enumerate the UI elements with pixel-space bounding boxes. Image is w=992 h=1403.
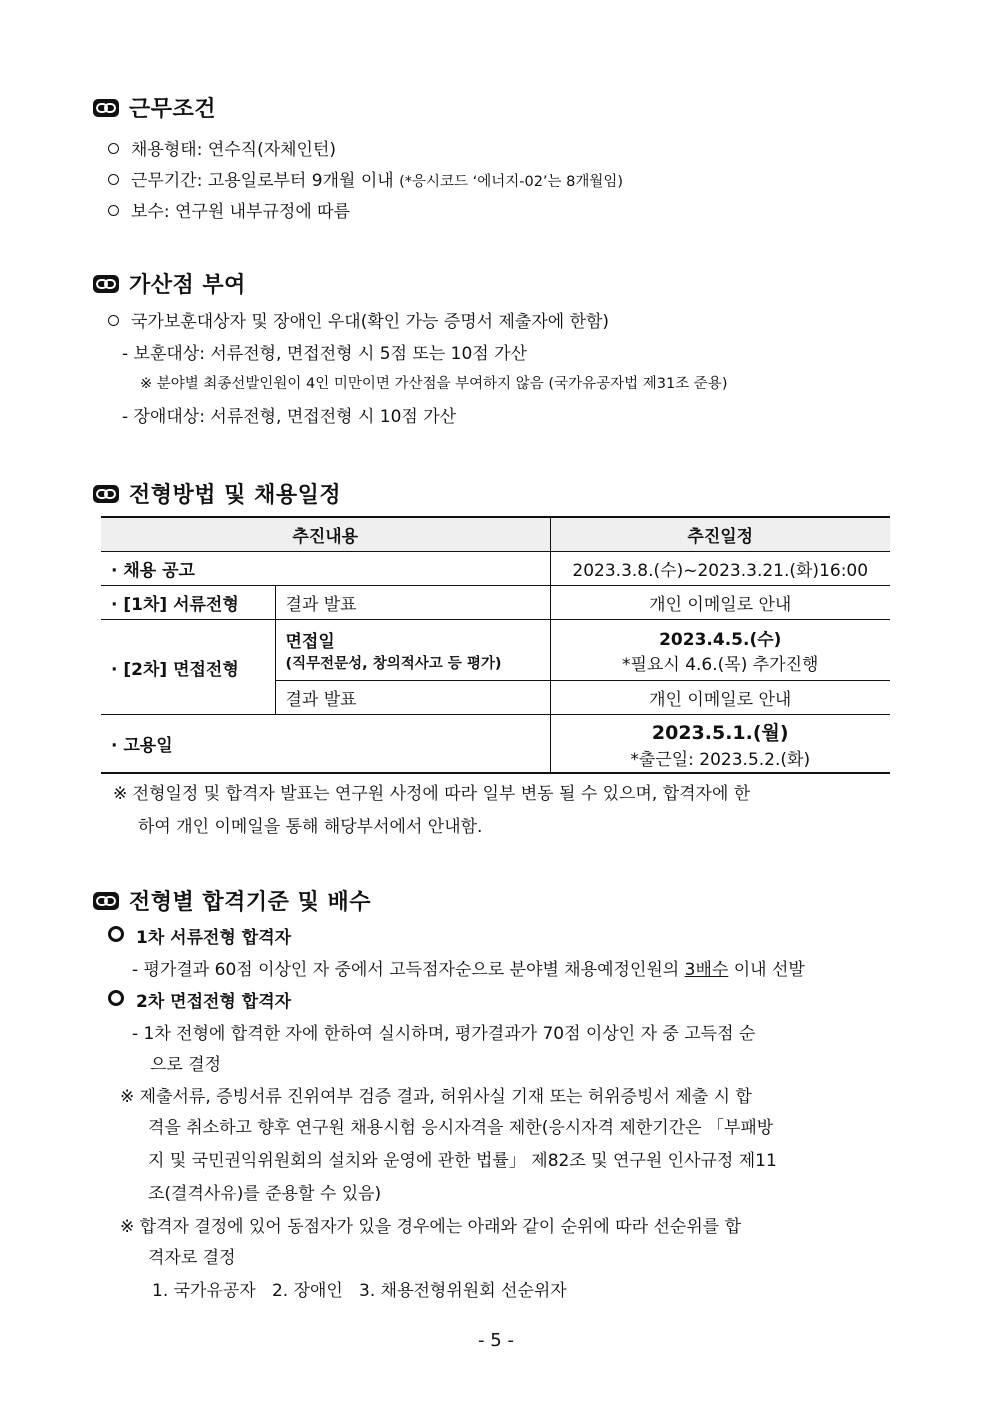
- schedule-note-line1: ※ 전형일정 및 합격자 발표는 연구원 사정에 따라 일부 변동 될 수 있으며, 합격자에 한: [113, 784, 751, 804]
- section-criteria-heading: [92, 885, 371, 916]
- criteria-first-title: 1차 서류전형 합격자: [108, 923, 291, 948]
- row-interview-result: 결과 발표: [275, 681, 550, 715]
- bonus-sub-disabled: - 장애대상: 서류전형, 면접전형 시 10점 가산: [122, 407, 457, 427]
- row-doc-date: 개인 이메일로 안내: [550, 586, 890, 620]
- link-icon: [92, 274, 120, 294]
- bullet-icon: [108, 990, 124, 1006]
- section-title: 근무조건: [129, 97, 217, 122]
- section-title: 가산점 부여: [129, 273, 246, 298]
- bonus-note: ※ 분야별 최종선발인원이 4인 미만이면 가산점을 부여하지 않음 (국가유공자법 제31조 준용): [140, 376, 728, 392]
- criteria-note2-l2: 격자로 결정: [148, 1248, 236, 1268]
- section-title: 전형방법 및 채용일정: [129, 483, 342, 508]
- schedule-table: [101, 516, 890, 774]
- criteria-second-desc2: 으로 결정: [150, 1055, 222, 1075]
- bullet-icon: [108, 315, 119, 326]
- work-item-pay: 보수: 연구원 내부규정에 따름: [108, 197, 350, 222]
- bullet-icon: [108, 143, 119, 154]
- bonus-sub-veterans: - 보훈대상: 서류전형, 면접전형 시 5점 또는 10점 가산: [122, 344, 527, 364]
- row-notice-date: 2023.3.8.(수)~2023.3.21.(화)16:00: [550, 552, 890, 586]
- criteria-priority: 1. 국가유공자 2. 장애인 3. 채용전형위원회 선순위자: [152, 1281, 567, 1301]
- row-notice-label: · 채용 공고: [101, 552, 550, 586]
- row-hire-date: 2023.5.1.(월) *출근일: 2023.5.2.(화): [550, 715, 890, 774]
- section-title: 전형별 합격기준 및 배수: [129, 890, 371, 915]
- bullet-icon: [108, 926, 124, 942]
- row-hire-label: · 고용일: [101, 715, 550, 774]
- table-row: [101, 715, 890, 774]
- table-row: [101, 620, 890, 681]
- section-bonus-heading: [92, 268, 246, 299]
- row-doc-label: · [1차] 서류전형: [101, 586, 275, 620]
- row-doc-detail: 결과 발표: [275, 586, 550, 620]
- section-work-heading: [92, 92, 216, 123]
- row-interview-label: · [2차] 면접전형: [101, 620, 275, 715]
- link-icon: [92, 484, 120, 504]
- schedule-note-line2: 하여 개인 이메일을 통해 해당부서에서 안내함.: [138, 817, 483, 837]
- section-schedule-heading: [92, 478, 341, 509]
- criteria-note1-l1: ※ 제출서류, 증빙서류 진위여부 검증 결과, 허위사실 기재 또는 허위증빙서 제출 시 합: [120, 1087, 752, 1107]
- work-item-type: 채용형태: 연수직(자체인턴): [108, 135, 336, 160]
- table-row: [101, 586, 890, 620]
- criteria-note1-l4: 조(결격사유)를 준용할 수 있음): [148, 1184, 382, 1204]
- criteria-note1-l3: 지 및 국민권익위원회의 설치와 운영에 관한 법률」 제82조 및 연구원 인사규정 제11: [148, 1151, 777, 1171]
- work-item-period: 근무기간: 고용일로부터 9개월 이내 (*응시코드 ‘에너지-02’는 8개월임): [108, 166, 623, 191]
- criteria-first-desc: - 평가결과 60점 이상인 자 중에서 고득점자순으로 분야별 채용예정인원의 3배수 이내 선발: [132, 960, 805, 980]
- row-interview-result-date: 개인 이메일로 안내: [550, 681, 890, 715]
- header-date: 추진일정: [550, 517, 890, 552]
- link-icon: [92, 891, 120, 911]
- table-row: [101, 552, 890, 586]
- bullet-icon: [108, 174, 119, 185]
- period-note: (*응시코드 ‘에너지-02’는 8개월임): [399, 174, 624, 190]
- bonus-item: 국가보훈대상자 및 장애인 우대(확인 가능 증명서 제출자에 한함): [108, 307, 609, 332]
- row-interview-date: 2023.4.5.(수) *필요시 4.6.(목) 추가진행: [550, 620, 890, 681]
- row-interview-day: 면접일 (직무전문성, 창의적사고 등 평가): [275, 620, 550, 681]
- criteria-note1-l2: 격을 취소하고 향후 연구원 채용시험 응시자격을 제한(응시자격 제한기간은 「부패방: [148, 1118, 774, 1138]
- bullet-icon: [108, 205, 119, 216]
- header-content: 추진내용: [101, 517, 550, 552]
- table-header-row: [101, 517, 890, 552]
- criteria-second-title: 2차 면접전형 합격자: [108, 987, 291, 1012]
- criteria-second-desc1: - 1차 전형에 합격한 자에 한하여 실시하며, 평가결과가 70점 이상인 자 중 고득점 순: [132, 1024, 756, 1044]
- link-icon: [92, 98, 120, 118]
- criteria-note2-l1: ※ 합격자 결정에 있어 동점자가 있을 경우에는 아래와 같이 순위에 따라 선순위를 합: [120, 1217, 742, 1237]
- page-number: - 5 -: [478, 1330, 514, 1351]
